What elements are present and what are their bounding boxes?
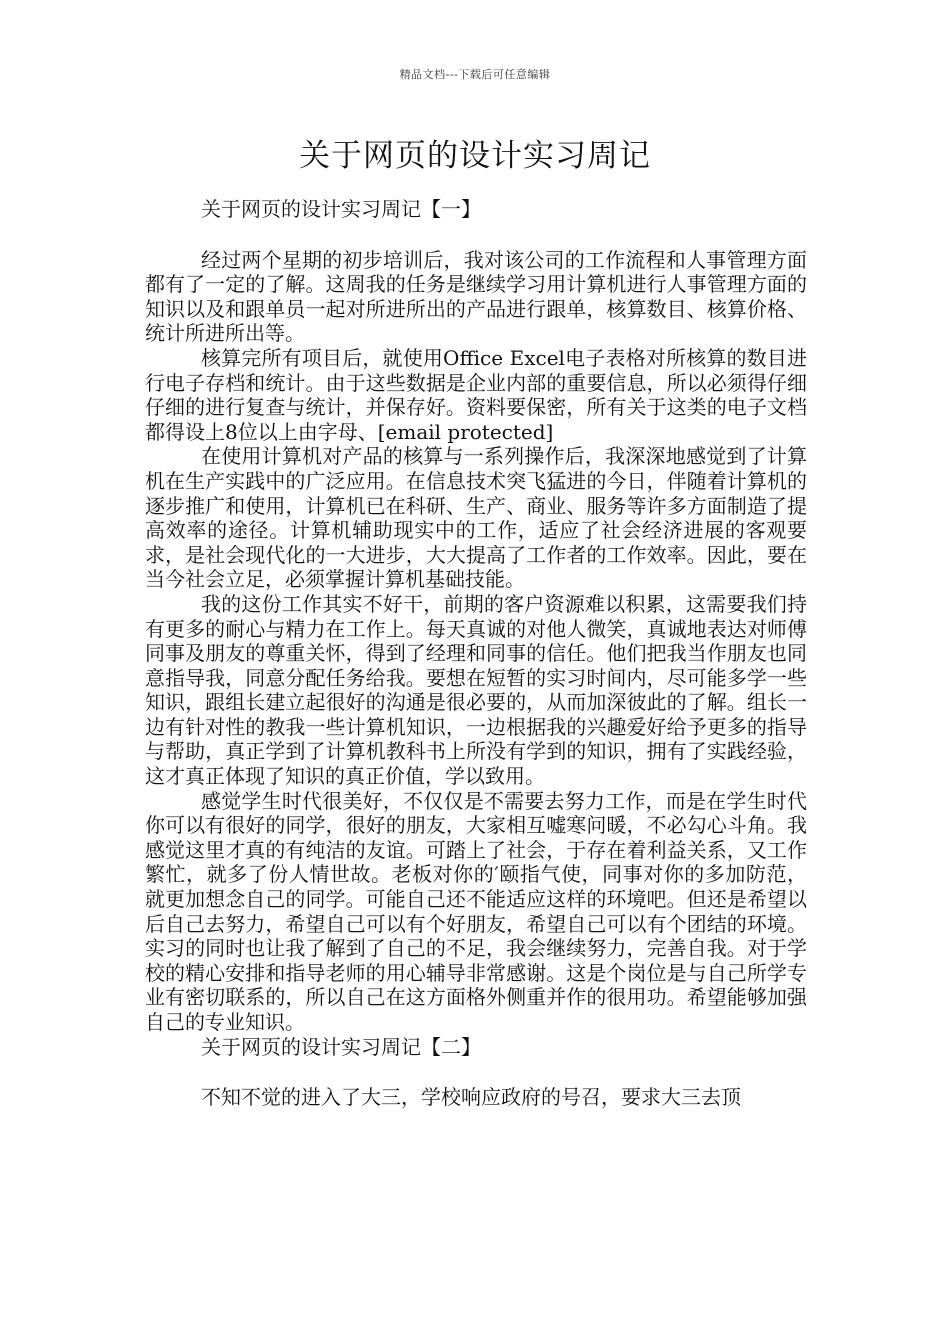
section-heading-2: 关于网页的设计实习周记【二】 (201, 1034, 481, 1059)
paragraph: 不知不觉的进入了大三，学校响应政府的号召，要求大三去顶 (201, 1085, 741, 1110)
document-title: 关于网页的设计实习周记 (299, 138, 651, 174)
paragraph: 经过两个星期的初步培训后，我对该公司的工作流程和人事管理方面都有了一定的了解。这周我的任务是继续学习用计算机进行人事管理方面的知识以及和跟单员一起对所进所出的产品进行跟单，核算数目、核算价格、统计所进所出等。 (145, 247, 807, 346)
header-note: 精品文档---下载后可任意编辑 (399, 68, 551, 81)
paragraph: 我的这份工作其实不好干，前期的客户资源难以积累，这需要我们持有更多的耐心与精力在工作上。每天真诚的对他人微笑，真诚地表达对师傅同事及朋友的尊重关怀，得到了经理和同事的信任。他们把我当作朋友也同意指导我，同意分配任务给我。要想在短暂的实习时间内，尽可能多学一些知识，跟组长建立起很好的沟通是很必要的，从而加深彼此的了解。组长一边有针对性的教我一些计算机知识，一边根据我的兴趣爱好给予更多的指导与帮助，真正学到了计算机教科书上所没有学到的知识，拥有了实践经验，这才真正体现了知识的真正价值，学以致用。 (145, 591, 807, 789)
document-body (145, 197, 807, 1110)
paragraph: 核算完所有项目后，就使用Office Excel电子表格对所核算的数目进行电子存档和统计。由于这些数据是企业内部的重要信息，所以必须得仔细仔细的进行复查与统计，并保存好。资料要保密，所有关于这类的电子文档都得设上8位以上由字母、[email protected] (145, 345, 807, 444)
paragraph: 在使用计算机对产品的核算与一系列操作后，我深深地感觉到了计算机在生产实践中的广泛应用。在信息技术突飞猛进的今日，伴随着计算机的逐步推广和使用，计算机已在科研、生产、商业、服务等许多方面制造了提高效率的途径。计算机辅助现实中的工作，适应了社会经济进展的客观要求，是社会现代化的一大进步，大大提高了工作者的工作效率。因此，要在当今社会立足，必须掌握计算机基础技能。 (145, 444, 807, 592)
section-heading-1: 关于网页的设计实习周记【一】 (201, 197, 481, 221)
paragraph: 感觉学生时代很美好，不仅仅是不需要去努力工作，而是在学生时代你可以有很好的同学，很好的朋友，大家相互嘘寒问暖，不必勾心斗角。我感觉这里才真的有纯洁的友谊。可踏上了社会，于存在着利益关系，又工作繁忙，就多了份人情世故。老板对你的′颐指气使，同事对你的多加防范，就更加想念自己的同学。可能自己还不能适应这样的环境吧。但还是希望以后自己去努力，希望自己可以有个好朋友，希望自己可以有个团结的环境。实习的同时也让我了解到了自己的不足，我会继续努力，完善自我。对于学校的精心安排和指导老师的用心辅导非常感谢。这是个岗位是与自己所学专业有密切联系的，所以自己在这方面格外侧重并作的很用功。希望能够加强自己的专业知识。 (145, 788, 807, 1034)
